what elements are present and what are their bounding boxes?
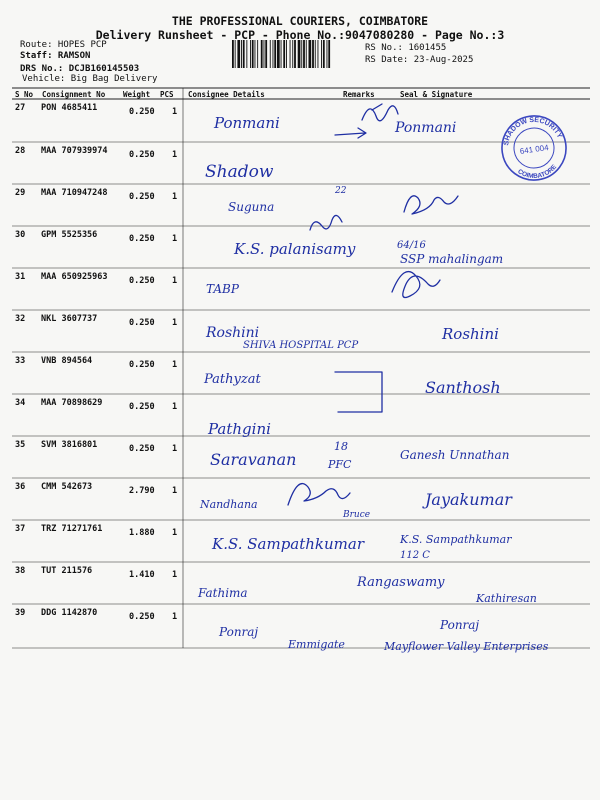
row-weight: 0.250 xyxy=(129,276,155,286)
row-consignment: MAA 650925963 xyxy=(41,272,108,282)
company-stamp xyxy=(498,112,570,184)
arrow-mark xyxy=(335,128,366,138)
col-seal-signature: Seal & Signature xyxy=(400,90,473,99)
hw-r37-seal: K.S. Sampathkumar xyxy=(400,533,512,546)
hw-r32-name: Roshini xyxy=(206,325,260,341)
row-sno: 37 xyxy=(15,524,26,534)
hw-r39-seal: Ponraj xyxy=(440,618,480,632)
row-weight: 0.250 xyxy=(129,318,155,328)
hw-r38-seal2: Kathiresan xyxy=(476,592,537,605)
row-sno: 36 xyxy=(15,482,26,492)
hw-r39-name: Ponraj xyxy=(219,625,259,639)
hw-r35-note2: PFC xyxy=(328,458,352,471)
company-title: THE PROFESSIONAL COURIERS, COIMBATORE xyxy=(171,14,429,28)
signature-scribble-31 xyxy=(392,272,440,298)
row-weight: 0.250 xyxy=(129,234,155,244)
row-pcs: 1 xyxy=(172,318,178,328)
row-pcs: 1 xyxy=(172,150,178,160)
hw-r37-name: K.S. Sampathkumar xyxy=(212,535,365,553)
col-pcs: PCS xyxy=(160,90,174,99)
hw-r30-note: 64/16 xyxy=(397,240,426,251)
hw-r32-seal: Roshini xyxy=(442,325,499,343)
hw-r29-note: 22 xyxy=(335,186,347,196)
route-info: Route: HOPES PCP xyxy=(20,40,107,50)
stamp-top-text: SHADOW SECURITY xyxy=(503,116,563,147)
hw-r34-name: Pathgini xyxy=(208,420,271,438)
row-weight: 0.250 xyxy=(129,107,155,117)
row-consignment: MAA 710947248 xyxy=(41,188,108,198)
hw-r39-seal2: Mayflower Valley Enterprises xyxy=(384,640,549,653)
row-consignment: CMM 542673 xyxy=(41,482,93,492)
underline-scribble xyxy=(310,215,342,230)
hw-r33-seal: Santhosh xyxy=(425,378,501,397)
hw-r38-seal: Rangaswamy xyxy=(357,575,445,590)
row-consignment: NKL 3607737 xyxy=(41,314,98,324)
row-sno: 32 xyxy=(15,314,26,324)
hw-r28-name: Shadow xyxy=(205,162,274,182)
row-consignment: VNB 894564 xyxy=(41,356,93,366)
row-pcs: 1 xyxy=(172,528,178,538)
row-consignment: GPM 5525356 xyxy=(41,230,98,240)
row-pcs: 1 xyxy=(172,486,178,496)
row-weight: 0.250 xyxy=(129,612,155,622)
signature-scribble-29 xyxy=(404,196,458,214)
hw-r36-name: Nandhana xyxy=(200,498,258,511)
row-pcs: 1 xyxy=(172,612,178,622)
drs-number: DRS No.: DCJB160145503 xyxy=(20,64,140,74)
row-sno: 31 xyxy=(15,272,26,282)
row-sno: 29 xyxy=(15,188,26,198)
stamp-bottom-text: COIMBATORE xyxy=(516,163,559,181)
hw-r36-note: Bruce xyxy=(343,510,371,520)
barcode xyxy=(232,40,330,68)
row-consignment: DDG 1142870 xyxy=(41,608,98,618)
hw-r35-name: Saravanan xyxy=(210,450,297,469)
col-remarks: Remarks xyxy=(343,90,375,99)
bracket-mark xyxy=(335,372,382,412)
row-pcs: 1 xyxy=(172,192,178,202)
signature-scribble-36 xyxy=(288,484,350,505)
hw-r29-name: Suguna xyxy=(228,200,275,214)
rs-date: RS Date: 23-Aug-2025 xyxy=(365,55,474,65)
hw-r39-note: Emmigate xyxy=(288,638,345,651)
row-consignment: TUT 211576 xyxy=(41,566,93,576)
row-pcs: 1 xyxy=(172,234,178,244)
row-pcs: 1 xyxy=(172,444,178,454)
row-sno: 34 xyxy=(15,398,26,408)
hw-r27-seal: Ponmani xyxy=(395,120,457,136)
table-grid xyxy=(12,88,590,648)
row-pcs: 1 xyxy=(172,107,178,117)
svg-text:COIMBATORE xyxy=(516,162,560,182)
row-weight: 1.410 xyxy=(129,570,155,580)
row-consignment: TRZ 71271761 xyxy=(41,524,103,534)
hw-r33-name: Pathyzat xyxy=(204,372,261,387)
col-sno: S No xyxy=(15,90,34,99)
row-sno: 30 xyxy=(15,230,26,240)
hw-r30-name: K.S. palanisamy xyxy=(234,240,356,258)
row-sno: 39 xyxy=(15,608,26,618)
hw-r30-seal: SSP mahalingam xyxy=(400,252,504,266)
hw-r32-note: SHIVA HOSPITAL PCP xyxy=(243,340,359,351)
row-sno: 38 xyxy=(15,566,26,576)
hw-r35-seal: Ganesh Unnathan xyxy=(400,448,510,462)
row-weight: 0.250 xyxy=(129,150,155,160)
hw-r35-note: 18 xyxy=(334,440,348,453)
row-weight: 0.250 xyxy=(129,402,155,412)
hw-r37-note: 112 C xyxy=(400,550,430,561)
signature-scribble-27 xyxy=(362,104,398,121)
col-weight: Weight xyxy=(123,90,151,99)
row-weight: 1.880 xyxy=(129,528,155,538)
row-sno: 33 xyxy=(15,356,26,366)
runsheet-subtitle: Delivery Runsheet - PCP - Phone No.:9047080280 - Page No.:3 xyxy=(95,28,505,42)
stamp-code: 641 004 xyxy=(519,143,550,156)
row-weight: 2.790 xyxy=(129,486,155,496)
hw-r31-name: TABP xyxy=(206,282,239,296)
row-sno: 28 xyxy=(15,146,26,156)
row-pcs: 1 xyxy=(172,360,178,370)
col-consignment: Consignment No xyxy=(42,90,106,99)
row-consignment: MAA 707939974 xyxy=(41,146,108,156)
hw-r38-name: Fathima xyxy=(198,586,248,600)
staff-info: Staff: RAMSON xyxy=(20,51,91,61)
row-sno: 27 xyxy=(15,103,26,113)
row-sno: 35 xyxy=(15,440,26,450)
row-weight: 0.250 xyxy=(129,192,155,202)
row-consignment: MAA 70898629 xyxy=(41,398,103,408)
row-consignment: PON 4685411 xyxy=(41,103,98,113)
row-weight: 0.250 xyxy=(129,444,155,454)
row-pcs: 1 xyxy=(172,276,178,286)
rs-number: RS No.: 1601455 xyxy=(365,43,447,53)
row-weight: 0.250 xyxy=(129,360,155,370)
hw-r27-name: Ponmani xyxy=(214,114,280,132)
row-consignment: SVM 3816801 xyxy=(41,440,98,450)
row-pcs: 1 xyxy=(172,402,178,412)
col-consignee: Consignee Details xyxy=(188,90,265,99)
row-pcs: 1 xyxy=(172,570,178,580)
vehicle-info: Vehicle: Big Bag Delivery xyxy=(22,74,158,84)
hw-r36-seal: Jayakumar xyxy=(425,490,512,509)
